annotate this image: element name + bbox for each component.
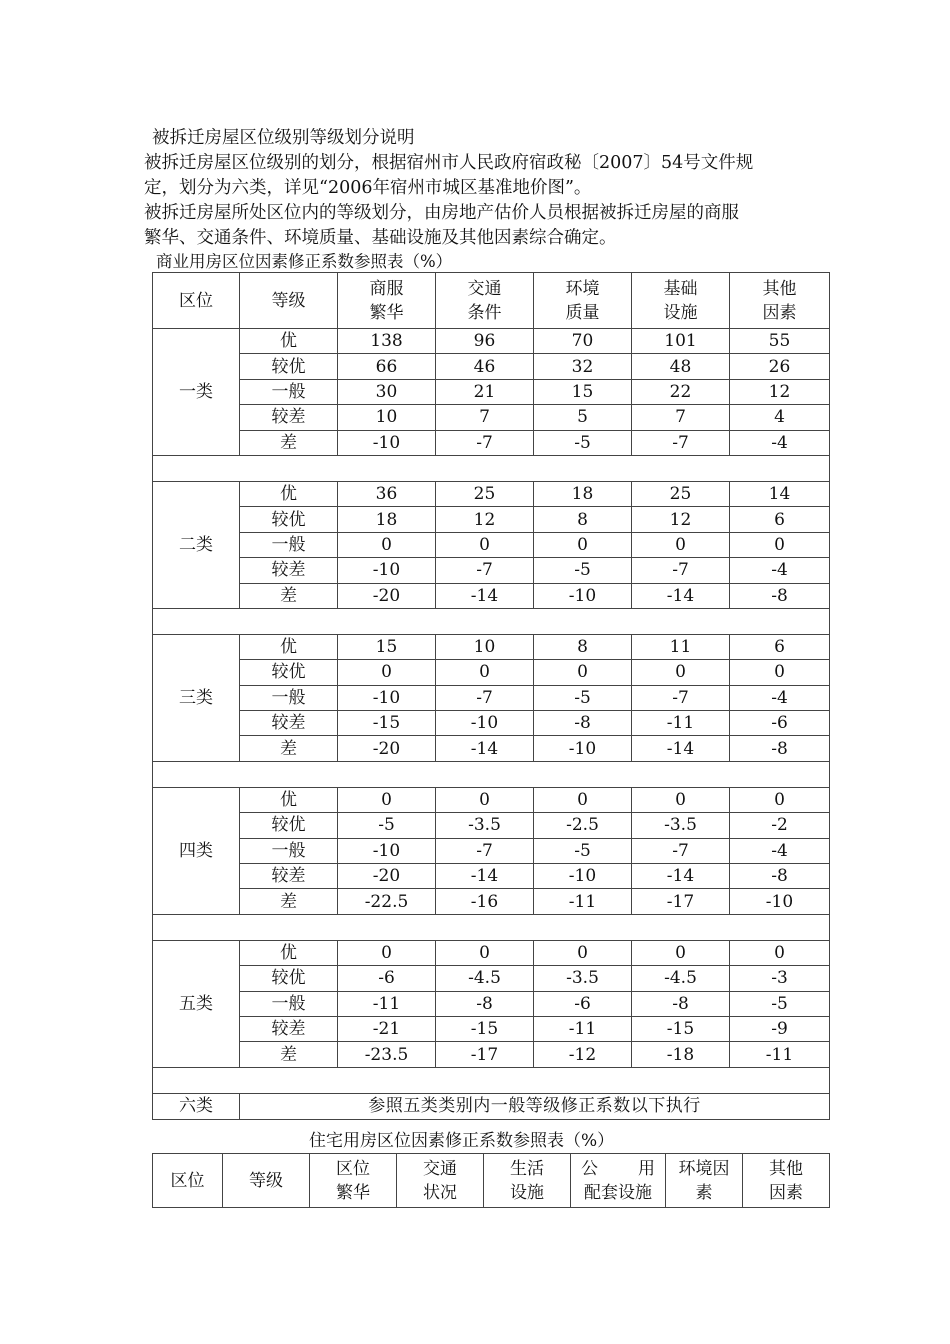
header-line: 素 xyxy=(695,1182,713,1203)
spacer-cell xyxy=(153,608,830,634)
grade-cell: 较差 xyxy=(240,864,338,889)
table-row xyxy=(153,532,830,557)
value-cell: 0 xyxy=(436,660,534,685)
header-living-facilities xyxy=(484,1154,571,1208)
header-line: 因素 xyxy=(762,302,797,323)
grade-cell: 一般 xyxy=(240,379,338,404)
value-cell: -21 xyxy=(338,1016,436,1041)
table-row xyxy=(153,634,830,659)
value-cell: -15 xyxy=(436,1016,534,1041)
value-cell: -3.5 xyxy=(632,813,730,838)
header-line: 条件 xyxy=(467,302,502,323)
value-cell: 0 xyxy=(436,532,534,557)
header-zone: 区位 xyxy=(153,1154,223,1208)
value-cell: 11 xyxy=(632,634,730,659)
table-row xyxy=(153,966,830,991)
grade-cell: 差 xyxy=(240,583,338,608)
value-cell: -10 xyxy=(338,558,436,583)
zone-cell: 六类 xyxy=(153,1093,240,1119)
value-cell: -4.5 xyxy=(632,966,730,991)
value-cell: -3 xyxy=(730,966,830,991)
grade-cell: 一般 xyxy=(240,532,338,557)
value-cell: -8 xyxy=(730,864,830,889)
value-cell: -6 xyxy=(338,966,436,991)
value-cell: -2 xyxy=(730,813,830,838)
value-cell: -5 xyxy=(534,838,632,863)
commercial-coefficient-table xyxy=(152,272,830,1120)
value-cell: 22 xyxy=(632,379,730,404)
header-line: 繁华 xyxy=(369,302,404,323)
table-row xyxy=(153,685,830,710)
spacer-row xyxy=(153,914,830,940)
value-cell: 10 xyxy=(338,405,436,430)
value-cell: 15 xyxy=(534,379,632,404)
value-cell: -17 xyxy=(632,889,730,914)
value-cell: 70 xyxy=(534,329,632,354)
header-line: 交通 xyxy=(423,1158,457,1179)
value-cell: -5 xyxy=(534,685,632,710)
value-cell: 0 xyxy=(436,940,534,965)
header-line: 其他 xyxy=(762,278,797,299)
value-cell: 8 xyxy=(534,507,632,532)
value-cell: 0 xyxy=(632,940,730,965)
value-cell: -7 xyxy=(632,838,730,863)
paragraph-2-line-1: 被拆迁房屋所处区位内的等级划分，由房地产估价人员根据被拆迁房屋的商服 xyxy=(144,203,739,223)
value-cell: -4 xyxy=(730,430,830,455)
value-cell: -2.5 xyxy=(534,813,632,838)
header-commercial-prosperity xyxy=(338,273,436,329)
value-cell: -5 xyxy=(730,991,830,1016)
value-cell: 8 xyxy=(534,634,632,659)
value-cell: 48 xyxy=(632,354,730,379)
table-row xyxy=(153,711,830,736)
value-cell: 18 xyxy=(338,507,436,532)
paragraph-1-line-2: 定，划分为六类，详见“2006年宿州市城区基准地价图”。 xyxy=(144,178,592,198)
value-cell: 6 xyxy=(730,634,830,659)
residential-coefficient-table xyxy=(152,1153,830,1208)
grade-cell: 优 xyxy=(240,787,338,812)
table-row xyxy=(153,813,830,838)
value-cell: -11 xyxy=(632,711,730,736)
value-cell: -4 xyxy=(730,838,830,863)
value-cell: 12 xyxy=(436,507,534,532)
value-cell: -10 xyxy=(730,889,830,914)
grade-cell: 一般 xyxy=(240,991,338,1016)
table-row xyxy=(153,481,830,506)
table-row xyxy=(153,507,830,532)
value-cell: -8 xyxy=(730,583,830,608)
grade-cell: 较优 xyxy=(240,660,338,685)
value-cell: 0 xyxy=(730,787,830,812)
spacer-cell xyxy=(153,761,830,787)
spacer-row xyxy=(153,455,830,481)
header-line: 设施 xyxy=(663,302,698,323)
value-cell: 6 xyxy=(730,507,830,532)
value-cell: -7 xyxy=(632,558,730,583)
value-cell: 18 xyxy=(534,481,632,506)
value-cell: -16 xyxy=(436,889,534,914)
table-row xyxy=(153,736,830,761)
grade-cell: 一般 xyxy=(240,685,338,710)
table-row xyxy=(153,991,830,1016)
header-other-factor xyxy=(743,1154,830,1208)
value-cell: -3.5 xyxy=(436,813,534,838)
table-row xyxy=(153,1042,830,1067)
header-line: 交通 xyxy=(467,278,502,299)
header-line: 生活 xyxy=(510,1158,544,1179)
value-cell: -5 xyxy=(534,430,632,455)
grade-cell: 较优 xyxy=(240,507,338,532)
table2-caption: 住宅用房区位因素修正系数参照表（%） xyxy=(309,1131,615,1151)
header-line: 繁华 xyxy=(336,1182,370,1203)
value-cell: -5 xyxy=(338,813,436,838)
value-cell: -11 xyxy=(730,1042,830,1067)
table-row xyxy=(153,583,830,608)
value-cell: 7 xyxy=(436,405,534,430)
value-cell: 5 xyxy=(534,405,632,430)
spacer-cell xyxy=(153,1067,830,1093)
value-cell: -10 xyxy=(338,685,436,710)
value-cell: 14 xyxy=(730,481,830,506)
value-cell: -20 xyxy=(338,864,436,889)
table-row xyxy=(153,787,830,812)
value-cell: -7 xyxy=(436,685,534,710)
header-environment-factor xyxy=(666,1154,743,1208)
grade-cell: 差 xyxy=(240,430,338,455)
grade-cell: 优 xyxy=(240,481,338,506)
table-row xyxy=(153,940,830,965)
grade-cell: 较优 xyxy=(240,966,338,991)
value-cell: -5 xyxy=(534,558,632,583)
value-cell: -11 xyxy=(338,991,436,1016)
grade-cell: 优 xyxy=(240,329,338,354)
zone-cell: 二类 xyxy=(153,481,240,608)
value-cell: -14 xyxy=(632,583,730,608)
table2-header-row xyxy=(153,1154,830,1208)
value-cell: -10 xyxy=(534,736,632,761)
value-cell: 0 xyxy=(730,940,830,965)
header-location-prosperity xyxy=(310,1154,397,1208)
table-row xyxy=(153,430,830,455)
value-cell: -6 xyxy=(534,991,632,1016)
value-cell: -3.5 xyxy=(534,966,632,991)
header-grade: 等级 xyxy=(223,1154,310,1208)
value-cell: -8 xyxy=(436,991,534,1016)
value-cell: 46 xyxy=(436,354,534,379)
grade-cell: 较差 xyxy=(240,1016,338,1041)
value-cell: 12 xyxy=(632,507,730,532)
header-line: 配套设施 xyxy=(584,1182,652,1203)
value-cell: -17 xyxy=(436,1042,534,1067)
doc-title: 被拆迁房屋区位级别等级划分说明 xyxy=(152,128,415,148)
grade-cell: 较差 xyxy=(240,711,338,736)
value-cell: -20 xyxy=(338,583,436,608)
paragraph-1-line-1: 被拆迁房屋区位级别的划分，根据宿州市人民政府宿政秘〔2007〕54号文件规 xyxy=(144,153,754,173)
value-cell: 101 xyxy=(632,329,730,354)
value-cell: -14 xyxy=(436,864,534,889)
value-cell: 32 xyxy=(534,354,632,379)
value-cell: 0 xyxy=(632,660,730,685)
value-cell: -14 xyxy=(632,736,730,761)
value-cell: -11 xyxy=(534,1016,632,1041)
header-environment xyxy=(534,273,632,329)
value-cell: 25 xyxy=(436,481,534,506)
header-zone: 区位 xyxy=(153,273,240,329)
value-cell: 96 xyxy=(436,329,534,354)
value-cell: 10 xyxy=(436,634,534,659)
header-traffic xyxy=(436,273,534,329)
value-cell: 0 xyxy=(632,532,730,557)
table-row xyxy=(153,1016,830,1041)
grade-cell: 优 xyxy=(240,940,338,965)
value-cell: 0 xyxy=(338,787,436,812)
header-line: 因素 xyxy=(769,1182,803,1203)
paragraph-2-line-2: 繁华、交通条件、环境质量、基础设施及其他因素综合确定。 xyxy=(144,228,617,248)
value-cell: 7 xyxy=(632,405,730,430)
value-cell: 0 xyxy=(534,787,632,812)
header-traffic-status xyxy=(397,1154,484,1208)
value-cell: 30 xyxy=(338,379,436,404)
spacer-row xyxy=(153,761,830,787)
value-cell: -23.5 xyxy=(338,1042,436,1067)
header-line: 商服 xyxy=(369,278,404,299)
header-line: 区位 xyxy=(336,1158,370,1179)
value-cell: -8 xyxy=(730,736,830,761)
value-cell: -9 xyxy=(730,1016,830,1041)
header-grade: 等级 xyxy=(240,273,338,329)
grade-cell: 差 xyxy=(240,1042,338,1067)
value-cell: 0 xyxy=(436,787,534,812)
value-cell: -10 xyxy=(338,838,436,863)
value-cell: -7 xyxy=(436,430,534,455)
value-cell: 4 xyxy=(730,405,830,430)
header-char: 公 xyxy=(581,1158,598,1179)
grade-cell: 一般 xyxy=(240,838,338,863)
value-cell: 0 xyxy=(338,940,436,965)
header-line xyxy=(571,1157,665,1181)
grade-cell: 差 xyxy=(240,736,338,761)
value-cell: -7 xyxy=(632,430,730,455)
value-cell: 26 xyxy=(730,354,830,379)
value-cell: 138 xyxy=(338,329,436,354)
header-line: 其他 xyxy=(769,1158,803,1179)
grade-cell: 较差 xyxy=(240,558,338,583)
value-cell: -7 xyxy=(436,558,534,583)
value-cell: 0 xyxy=(534,532,632,557)
header-line: 质量 xyxy=(565,302,600,323)
value-cell: -12 xyxy=(534,1042,632,1067)
value-cell: 21 xyxy=(436,379,534,404)
value-cell: 36 xyxy=(338,481,436,506)
spacer-cell xyxy=(153,914,830,940)
value-cell: -7 xyxy=(632,685,730,710)
value-cell: 0 xyxy=(730,660,830,685)
header-infrastructure xyxy=(632,273,730,329)
value-cell: -7 xyxy=(436,838,534,863)
value-cell: 0 xyxy=(534,660,632,685)
table-row xyxy=(153,354,830,379)
value-cell: 15 xyxy=(338,634,436,659)
zone-cell: 一类 xyxy=(153,329,240,456)
value-cell: -15 xyxy=(338,711,436,736)
header-line: 环境因 xyxy=(678,1158,730,1179)
value-cell: -11 xyxy=(534,889,632,914)
header-line: 环境 xyxy=(565,278,600,299)
value-cell: -14 xyxy=(632,864,730,889)
value-cell: 55 xyxy=(730,329,830,354)
value-cell: -22.5 xyxy=(338,889,436,914)
value-cell: 66 xyxy=(338,354,436,379)
zone-cell: 三类 xyxy=(153,634,240,761)
value-cell: -18 xyxy=(632,1042,730,1067)
value-cell: 12 xyxy=(730,379,830,404)
value-cell: 0 xyxy=(632,787,730,812)
spacer-cell xyxy=(153,455,830,481)
value-cell: 0 xyxy=(338,660,436,685)
value-cell: -8 xyxy=(632,991,730,1016)
table-row xyxy=(153,405,830,430)
header-other xyxy=(730,273,830,329)
header-char: 用 xyxy=(638,1158,655,1179)
table-row xyxy=(153,864,830,889)
header-line: 基础 xyxy=(663,278,698,299)
value-cell: -14 xyxy=(436,736,534,761)
table-row xyxy=(153,889,830,914)
table-row xyxy=(153,1093,830,1119)
grade-cell: 较差 xyxy=(240,405,338,430)
table-row xyxy=(153,838,830,863)
value-cell: 25 xyxy=(632,481,730,506)
grade-cell: 差 xyxy=(240,889,338,914)
value-cell: -15 xyxy=(632,1016,730,1041)
value-cell: -8 xyxy=(534,711,632,736)
value-cell: -10 xyxy=(436,711,534,736)
table1-header-row xyxy=(153,273,830,329)
grade-cell: 较优 xyxy=(240,354,338,379)
header-public-facilities xyxy=(571,1154,666,1208)
value-cell: -10 xyxy=(534,864,632,889)
value-cell: 0 xyxy=(534,940,632,965)
header-line: 状况 xyxy=(423,1182,457,1203)
value-cell: -10 xyxy=(534,583,632,608)
value-cell: -4.5 xyxy=(436,966,534,991)
zone-six-note: 参照五类类别内一般等级修正系数以下执行 xyxy=(240,1093,830,1119)
zone-cell: 五类 xyxy=(153,940,240,1067)
table-row xyxy=(153,329,830,354)
grade-cell: 较优 xyxy=(240,813,338,838)
value-cell: 0 xyxy=(338,532,436,557)
table-row xyxy=(153,558,830,583)
value-cell: -10 xyxy=(338,430,436,455)
value-cell: -4 xyxy=(730,558,830,583)
table-row xyxy=(153,660,830,685)
value-cell: 0 xyxy=(730,532,830,557)
table1-caption: 商业用房区位因素修正系数参照表（%） xyxy=(156,252,453,271)
table-row xyxy=(153,379,830,404)
value-cell: -4 xyxy=(730,685,830,710)
header-line: 设施 xyxy=(510,1182,544,1203)
zone-cell: 四类 xyxy=(153,787,240,914)
grade-cell: 优 xyxy=(240,634,338,659)
value-cell: -6 xyxy=(730,711,830,736)
spacer-row xyxy=(153,1067,830,1093)
value-cell: -14 xyxy=(436,583,534,608)
spacer-row xyxy=(153,608,830,634)
value-cell: -20 xyxy=(338,736,436,761)
